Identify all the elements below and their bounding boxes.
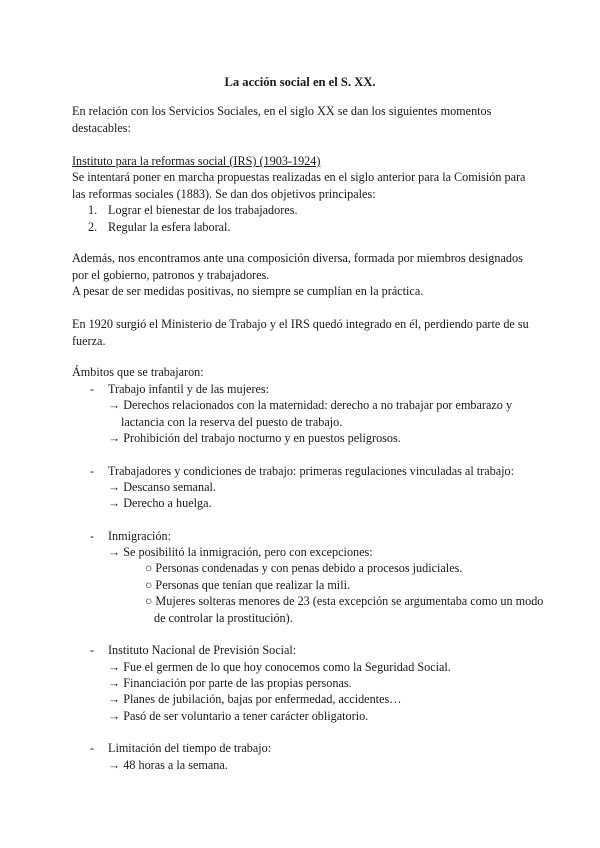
ambito-3-title: Inmigración: [108, 529, 171, 543]
list-item: 2. Regular la esfera laboral. [88, 219, 231, 234]
arrow-icon: → [108, 431, 121, 445]
irs-paragraph: Se intentará poner en marcha propuestas realizadas en el siglo anterior para la Comisión para las reformas sociales (1883). Se dan dos objetivos principales: [72, 170, 526, 201]
circle-bullet-icon: ○ [145, 578, 153, 592]
list-item: 1. Lograr el bienestar de los trabajadores. [88, 203, 298, 217]
page-title: La acción social en el S. XX. [224, 75, 376, 89]
ambito-3-subitem-1: ○ Personas condenadas y con penas debido a procesos judiciales. [145, 561, 463, 575]
objectives-list [88, 202, 298, 235]
ambito-2-item-2: → Derecho a huelga. [108, 496, 212, 510]
ambito-4-title: Instituto Nacional de Previsión Social: [108, 643, 297, 657]
composition-paragraph: Además, nos encontramos ante una composición diversa, formada por miembros designados por el gobierno, patronos y trabajadores. [72, 251, 523, 282]
arrow-icon: → [108, 496, 121, 510]
ambito-3-item-1: → Se posibilitó la inmigración, pero con excepciones: [108, 545, 373, 559]
practice-paragraph: A pesar de ser medidas positivas, no siempre se cumplían en la práctica. [72, 284, 424, 298]
ambito-4-item-4: → Pasó de ser voluntario a tener carácter obligatorio. [108, 709, 369, 723]
circle-bullet-icon: ○ [145, 594, 153, 608]
intro-paragraph: En relación con los Servicios Sociales, en el siglo XX se dan los siguientes momentos destacables: [72, 104, 492, 135]
ambito-1-item-1: → Derechos relacionados con la maternidad: derecho a no trabajar por embarazo y lactancia con la reserva del puesto de trabajo. [108, 398, 513, 429]
bullet-dash: - [90, 529, 95, 543]
ambito-3-subitem-3: ○ Mujeres solteras menores de 23 (esta excepción se argumentaba como un modo de controlar la prostitución). [145, 594, 544, 625]
arrow-icon: → [108, 676, 121, 690]
bullet-dash: - [90, 382, 95, 396]
arrow-icon: → [108, 758, 121, 772]
arrow-icon: → [108, 660, 121, 674]
bullet-dash: - [90, 741, 95, 755]
ambito-2-item-1: → Descanso semanal. [108, 480, 216, 494]
arrow-icon: → [108, 692, 121, 706]
arrow-icon: → [108, 709, 121, 723]
bullet-dash: - [90, 643, 95, 657]
ambitos-heading: Ámbitos que se trabajaron: [72, 365, 204, 379]
ambito-4-item-1: → Fue el germen de lo que hoy conocemos como la Seguridad Social. [108, 660, 451, 674]
ambito-4-item-2: → Financiación por parte de las propias personas. [108, 676, 352, 690]
ambito-5-item-1: → 48 horas a la semana. [108, 758, 228, 772]
ambito-4-item-3: → Planes de jubilación, bajas por enfermedad, accidentes… [108, 692, 402, 706]
ambito-3-subitem-2: ○ Personas que tenían que realizar la mili. [145, 578, 351, 592]
arrow-icon: → [108, 545, 121, 559]
ambito-5-title: Limitación del tiempo de trabajo: [108, 741, 272, 755]
circle-bullet-icon: ○ [145, 561, 153, 575]
ambito-2-title: Trabajadores y condiciones de trabajo: primeras regulaciones vinculadas al trabajo: [108, 464, 514, 478]
bullet-dash: - [90, 464, 95, 478]
irs-heading: Instituto para la reformas social (IRS) (1903-1924) [72, 154, 321, 168]
ministry-paragraph: En 1920 surgió el Ministerio de Trabajo y el IRS quedó integrado en él, perdiendo parte de su fuerza. [72, 317, 529, 348]
arrow-icon: → [108, 480, 121, 494]
ambito-1-title: Trabajo infantil y de las mujeres: [108, 382, 270, 396]
arrow-icon: → [108, 398, 121, 412]
ambito-1-item-2: → Prohibición del trabajo nocturno y en puestos peligrosos. [108, 431, 401, 445]
